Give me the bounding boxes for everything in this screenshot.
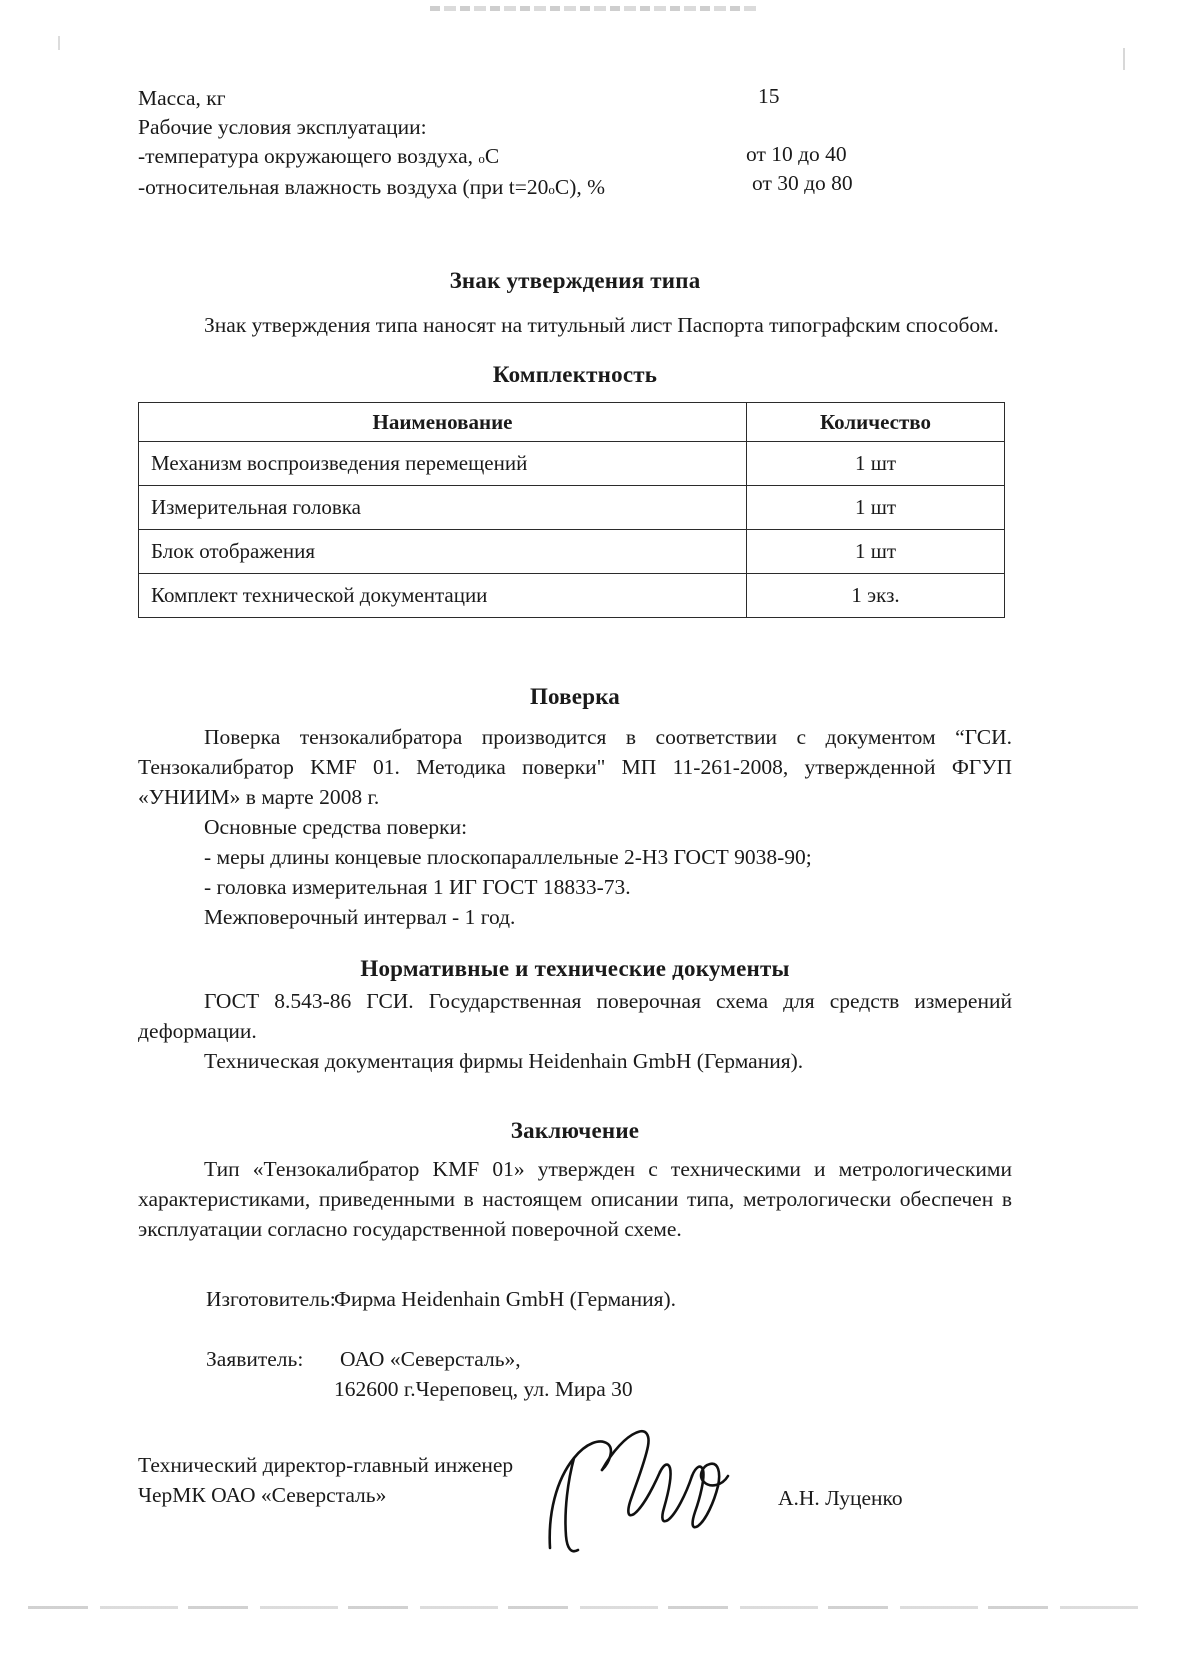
scan-artifact-left: [58, 36, 60, 50]
paragraph-normative-gost: ГОСТ 8.543-86 ГСИ. Государственная поверочная схема для средств измерений деформации.: [138, 989, 1012, 1043]
document-body: [138, 84, 1012, 1510]
applicant-address: 162600 г.Череповец, ул. Мира 30: [334, 1377, 633, 1401]
kit-item-name: Измерительная головка: [139, 486, 747, 530]
degree-symbol-humidity: o: [548, 182, 555, 197]
humidity-unit: С), %: [554, 175, 606, 199]
scan-artifact-right: [1123, 48, 1125, 70]
verification-means-item: - меры длины концевые плоскопараллельные 2-Н3 ГОСТ 9038-90;: [204, 845, 812, 869]
kit-item-quantity: 1 шт: [747, 530, 1005, 574]
kit-item-name: Блок отображения: [139, 530, 747, 574]
heading-normative-documents: Нормативные и технические документы: [360, 956, 790, 981]
heading-conclusion: Заключение: [510, 1118, 640, 1143]
scan-artifact-top: [430, 6, 760, 11]
signatory-name: А.Н. Луценко: [778, 1486, 903, 1510]
table-header-row: [139, 403, 1005, 442]
kit-item-quantity: 1 шт: [747, 442, 1005, 486]
specifications-block: [138, 84, 1012, 204]
column-header-quantity: Количество: [747, 403, 1005, 442]
paragraph-conclusion: Тип «Тензокалибратор KMF 01» утвержден с техническими и метрологическими характеристиками, приведенными в настоящем описании типа, метрологически обеспечен в эксплуатации согласно государственной поверочной схеме.: [138, 1157, 1012, 1241]
scan-artifact-bottom: [28, 1606, 1148, 1609]
manufacturer-row: [138, 1284, 1012, 1314]
temperature-value: от 10 до 40: [746, 142, 847, 166]
applicant-value: [334, 1344, 633, 1404]
applicant-label: Заявитель:: [206, 1347, 304, 1371]
mass-value: 15: [758, 84, 780, 108]
heading-type-approval-mark: Знак утверждения типа: [449, 268, 701, 293]
paragraph-verification: Поверка тензокалибратора производится в соответствии с документом “ГСИ. Тензокалибратор KMF 01. Методика поверки" МП 11-261-2008, утвержденной ФГУП «УНИИМ» в марте 2008 г.: [138, 725, 1012, 809]
verification-means-title: Основные средства поверки:: [204, 815, 468, 839]
spec-row-mass: [138, 84, 1012, 113]
humidity-value: от 30 до 80: [752, 171, 853, 195]
completeness-table: [138, 402, 1005, 618]
mass-label: Масса, кг: [138, 86, 226, 110]
spec-row-conditions: [138, 113, 1012, 142]
verification-interval: Межповерочный интервал - 1 год.: [204, 905, 516, 929]
table-row: [139, 530, 1005, 574]
kit-item-name: Комплект технической документации: [139, 574, 747, 618]
verification-means-item: - головка измерительная 1 ИГ ГОСТ 18833-73.: [204, 875, 631, 899]
kit-item-name: Механизм воспроизведения перемещений: [139, 442, 747, 486]
table-row: [139, 486, 1005, 530]
heading-verification: Поверка: [529, 684, 621, 709]
paragraph-normative-heidenhain: Техническая документация фирмы Heidenhain GmbH (Германия).: [204, 1049, 804, 1073]
signatory-title-line1: Технический директор-главный инженер: [138, 1453, 514, 1477]
degree-symbol-temperature: o: [478, 151, 485, 166]
humidity-label: -относительная влажность воздуха (при t=20: [138, 175, 549, 199]
operating-conditions-label: Рабочие условия эксплуатации:: [138, 115, 427, 139]
kit-item-quantity: 1 экз.: [747, 574, 1005, 618]
column-header-name: Наименование: [139, 403, 747, 442]
spec-row-humidity: [138, 173, 1012, 204]
signature-block: [138, 1450, 1012, 1510]
applicant-row: [138, 1344, 1012, 1404]
temperature-unit: С: [484, 144, 500, 168]
heading-completeness: Комплектность: [492, 362, 658, 387]
temperature-label: -температура окружающего воздуха,: [138, 144, 479, 168]
applicant-organization: ОАО «Северсталь»,: [340, 1347, 521, 1371]
table-row: [139, 574, 1005, 618]
signatory-title-line2: ЧерМК ОАО «Северсталь»: [138, 1483, 387, 1507]
kit-item-quantity: 1 шт: [747, 486, 1005, 530]
table-row: [139, 442, 1005, 486]
paragraph-type-approval-mark: Знак утверждения типа наносят на титульный лист Паспорта типографским способом.: [204, 313, 999, 337]
manufacturer-label: Изготовитель:: [206, 1287, 336, 1311]
spec-row-temperature: [138, 142, 1012, 173]
manufacturer-value: Фирма Heidenhain GmbH (Германия).: [334, 1287, 677, 1311]
